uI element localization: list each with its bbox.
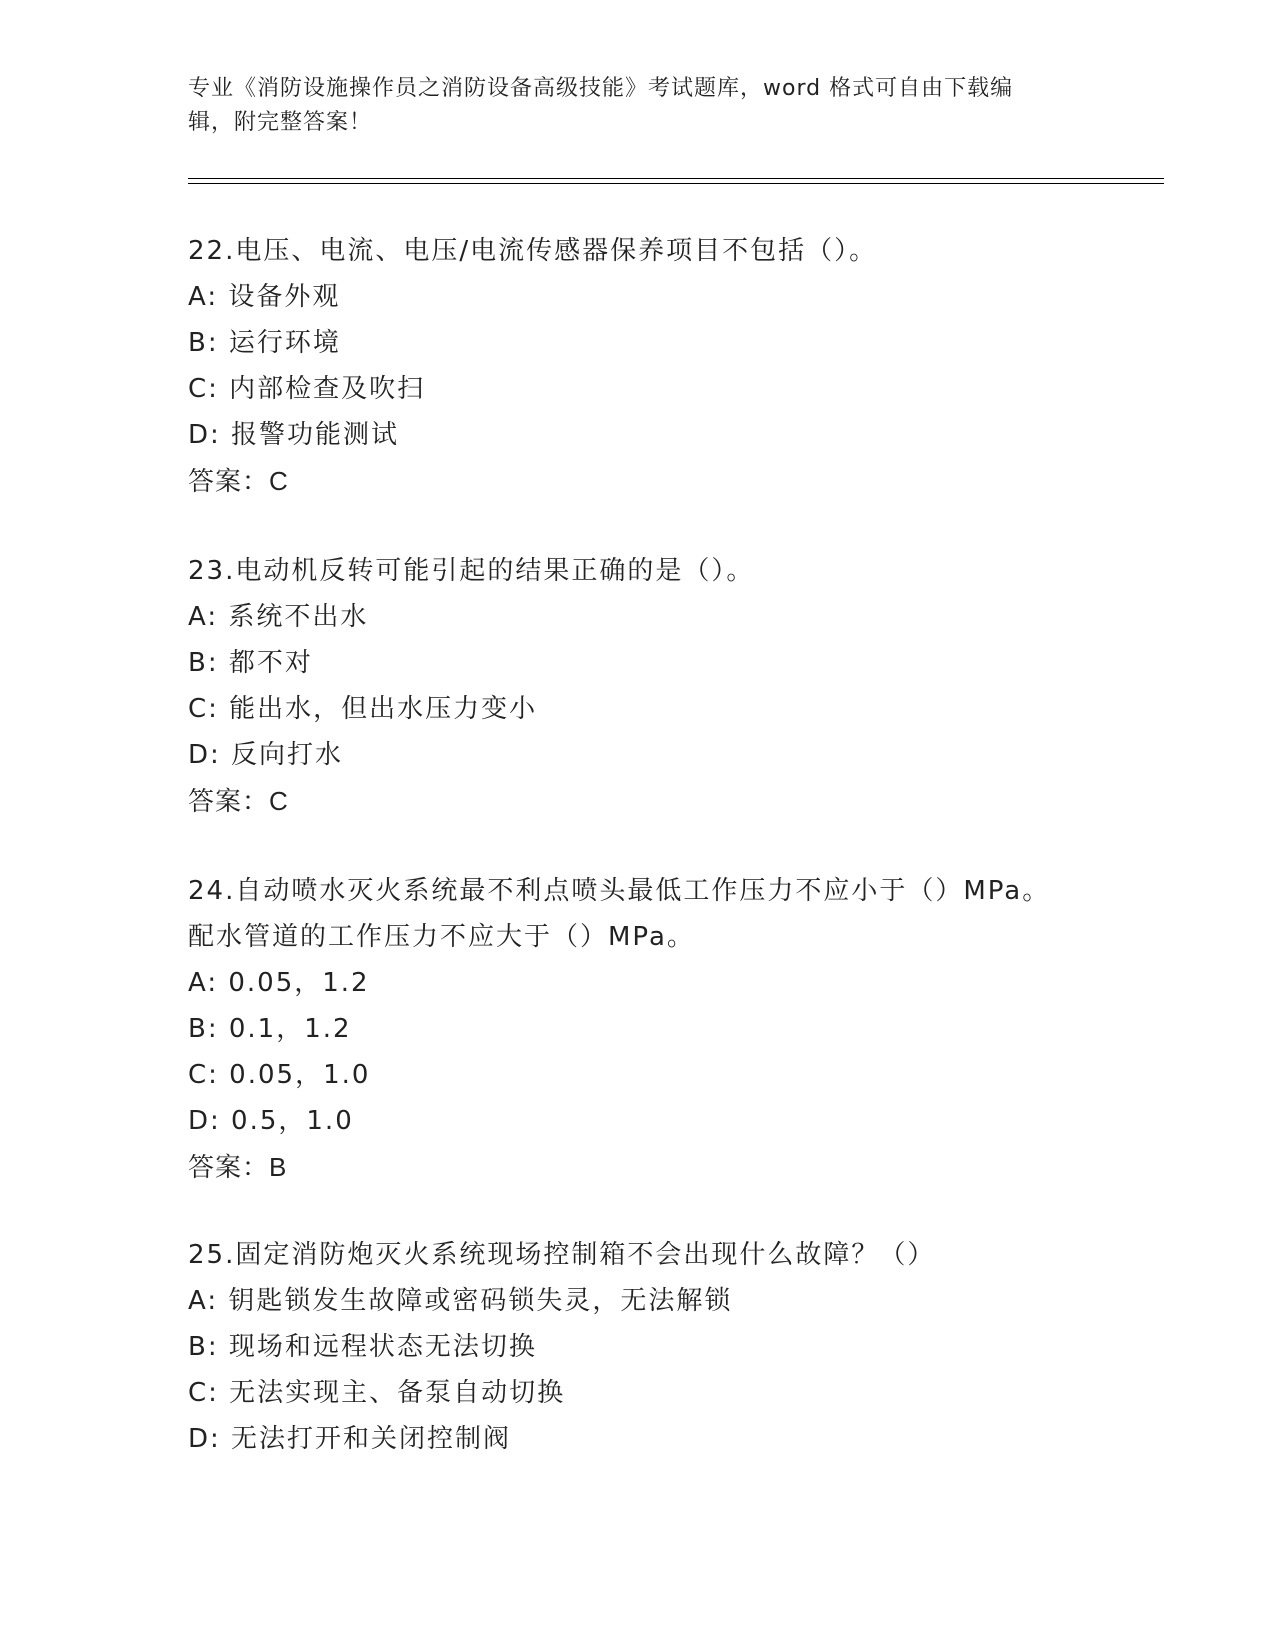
option-a: A: 0.05，1.2: [188, 968, 370, 998]
question-22: [188, 228, 1088, 504]
answer: 答案：C: [188, 466, 289, 496]
answer: 答案：B: [188, 1152, 288, 1182]
option-d: D: 无法打开和关闭控制阀: [188, 1424, 512, 1454]
option-c: C: 内部检查及吹扫: [188, 374, 426, 404]
question-stem: 23.电动机反转可能引起的结果正确的是（）。: [188, 556, 755, 586]
header-line-1: 专业《消防设施操作员之消防设备高级技能》考试题库，word 格式可自由下载编: [188, 76, 1014, 101]
question-23: [188, 548, 1088, 824]
option-b: B: 现场和远程状态无法切换: [188, 1332, 537, 1362]
header-divider-bottom: [188, 183, 1164, 184]
option-b: B: 都不对: [188, 648, 313, 678]
document-header: [188, 72, 1088, 140]
option-a: A: 系统不出水: [188, 602, 369, 632]
option-c: C: 无法实现主、备泵自动切换: [188, 1378, 566, 1408]
option-a: A: 钥匙锁发生故障或密码锁失灵，无法解锁: [188, 1286, 733, 1316]
header-divider-top: [188, 178, 1164, 179]
option-c: C: 0.05，1.0: [188, 1060, 371, 1090]
question-stem: 25.固定消防炮灭火系统现场控制箱不会出现什么故障？（）: [188, 1240, 936, 1270]
question-stem-line-2: 配水管道的工作压力不应大于（）MPa。: [188, 922, 695, 952]
header-line-2: 辑，附完整答案！: [188, 110, 373, 135]
option-b: B: 0.1，1.2: [188, 1014, 352, 1044]
question-stem: 22.电压、电流、电压/电流传感器保养项目不包括（）。: [188, 236, 878, 266]
question-24: [188, 868, 1088, 1190]
question-stem-line-1: 24.自动喷水灭火系统最不利点喷头最低工作压力不应小于（）MPa。: [188, 876, 1051, 906]
option-d: D: 0.5，1.0: [188, 1106, 354, 1136]
option-d: D: 报警功能测试: [188, 420, 400, 450]
option-b: B: 运行环境: [188, 328, 341, 358]
option-d: D: 反向打水: [188, 740, 344, 770]
option-c: C: 能出水，但出水压力变小: [188, 694, 538, 724]
answer: 答案：C: [188, 786, 289, 816]
option-a: A: 设备外观: [188, 282, 341, 312]
question-25: [188, 1232, 1088, 1462]
